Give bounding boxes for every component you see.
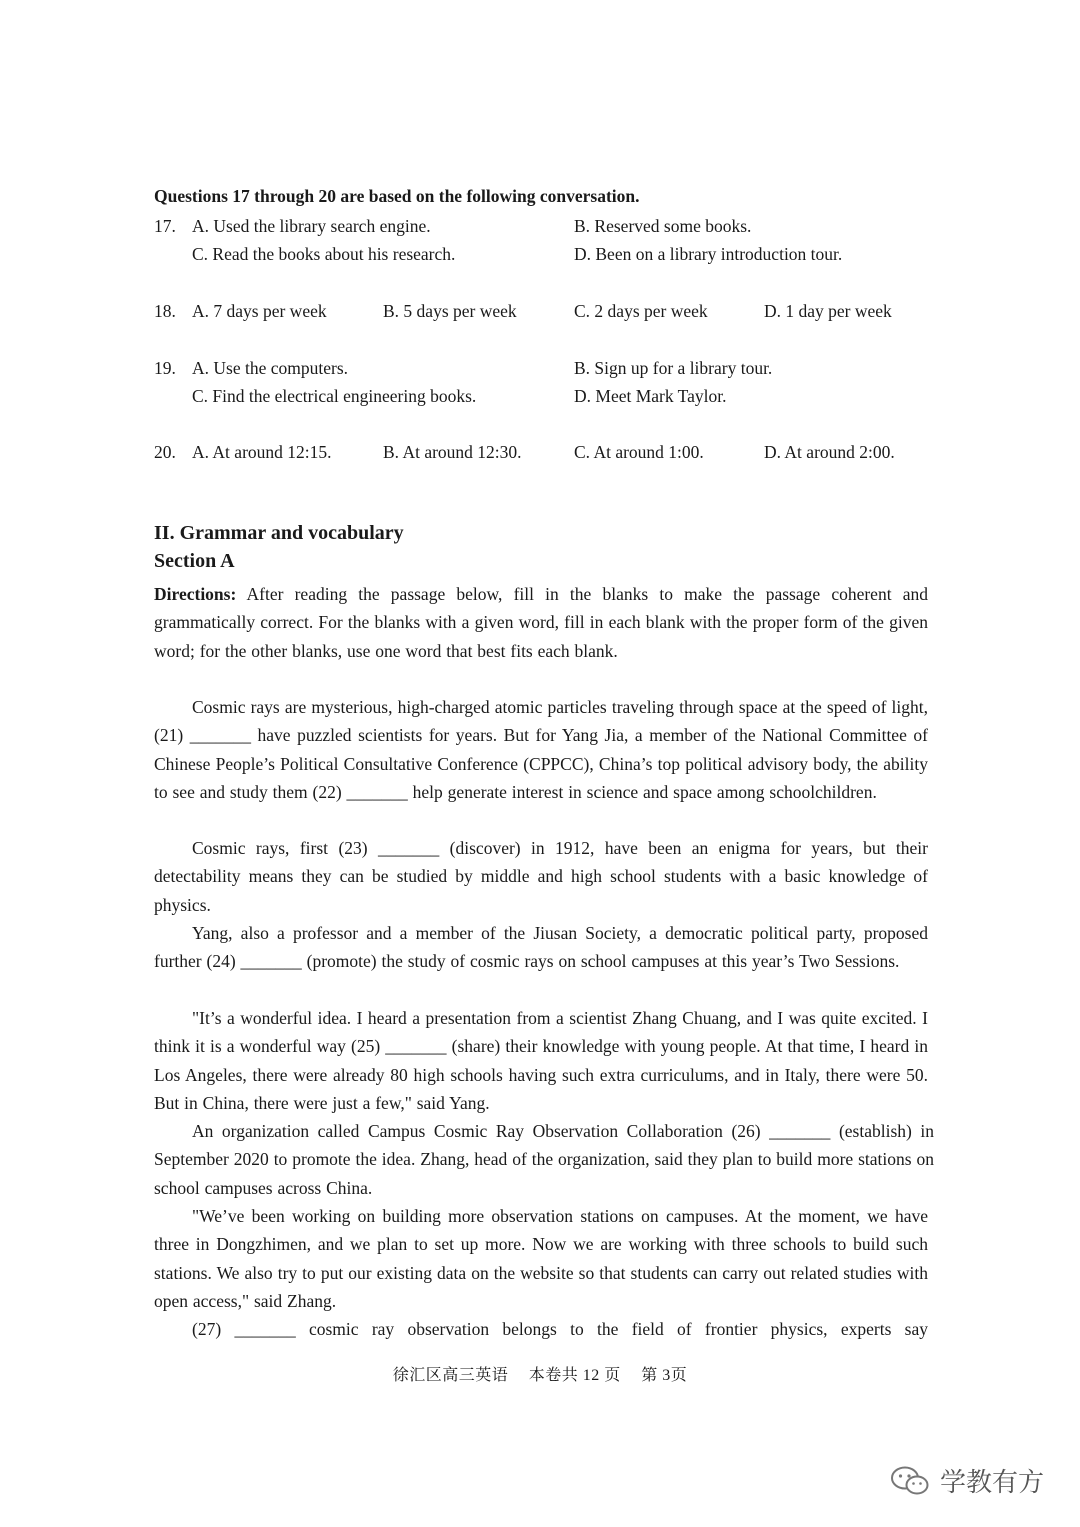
option-c: C. 2 days per week (574, 301, 708, 321)
section-title: Section A (154, 550, 235, 572)
page-footer (0, 1362, 1080, 1385)
option-b: B. Reserved some books. (574, 216, 752, 236)
option-c: C. Find the electrical engineering books. (192, 386, 477, 406)
option-c: C. At around 1:00. (574, 442, 704, 462)
watermark (890, 1462, 1044, 1499)
footer-school: 徐汇区高三英语 (392, 1367, 509, 1384)
option-a: A. Used the library search engine. (192, 216, 431, 236)
watermark-text: 学教有方 (939, 1468, 1044, 1498)
passage-paragraph: (27) _______ cosmic ray observation belongs to the field of frontier physics, experts say (192, 1319, 928, 1339)
passage-paragraph: An organization called Campus Cosmic Ray Observation Collaboration (26) _______ (establish) in September 2020 to promote the idea. Zhang, head of the organization, said they plan to build more stations on school campuses across China. (154, 1121, 934, 1198)
passage-paragraph: "It’s a wonderful idea. I heard a presentation from a scientist Zhang Chuang, and I was quite excited. I think it is a wonderful way (25) _______ (share) their knowledge with young people. At that time, I heard in Los Angeles, there were already 80 high schools having such extra curriculums, and in Italy, there were 50. But in China, there were just a few," said Yang. (154, 1008, 928, 1113)
option-c: C. Read the books about his research. (192, 244, 456, 264)
option-b: B. At around 12:30. (383, 442, 522, 462)
question-number: 20. (154, 442, 176, 462)
wechat-icon (890, 1465, 930, 1497)
directions-text: After reading the passage below, fill in the blanks to make the passage coherent and grammatically correct. For the blanks with a given word, fill in each blank with the proper form of the given word; for the other blanks, use one word that best fits each blank. (154, 584, 928, 661)
question-number: 17. (154, 216, 176, 236)
question-number: 18. (154, 301, 176, 321)
option-a: A. At around 12:15. (192, 442, 332, 462)
option-d: D. At around 2:00. (764, 442, 895, 462)
option-a: A. 7 days per week (192, 301, 327, 321)
footer-page: 第 3页 (641, 1367, 688, 1384)
directions-label: Directions: (154, 584, 237, 604)
option-b: B. Sign up for a library tour. (574, 358, 773, 378)
option-d: D. Been on a library introduction tour. (574, 244, 843, 264)
part-title: II. Grammar and vocabulary (154, 522, 404, 544)
option-d: D. Meet Mark Taylor. (574, 386, 727, 406)
option-d: D. 1 day per week (764, 301, 892, 321)
footer-total: 本卷共 12 页 (528, 1367, 621, 1384)
passage-paragraph: Cosmic rays are mysterious, high-charged atomic particles traveling through space at the speed of light, (21) _______ have puzzled scientists for years. But for Yang Jia, a member of the National Committee of Chinese People’s Political Consultative Conference (CPPCC), China’s top political advisory body, the ability to see and study them (22) _______ help generate interest in science and space among schoolchildren. (154, 697, 928, 802)
directions (154, 580, 928, 665)
question-number: 19. (154, 358, 176, 378)
passage-paragraph: Cosmic rays, first (23) _______ (discover) in 1912, have been an enigma for years, but their detectability means they can be studied by middle and high school students with a basic knowledge of physics. (154, 838, 928, 915)
option-a: A. Use the computers. (192, 358, 349, 378)
passage-paragraph: Yang, also a professor and a member of the Jiusan Society, a democratic political party, proposed further (24) _______ (promote) the study of cosmic rays on school campuses at this year’s Two Sessions. (154, 923, 928, 972)
passage-paragraph: "We’ve been working on building more observation stations on campuses. At the moment, we have three in Dongzhimen, and we plan to set up more. Now we are working with three schools to build such stations. We also try to put our existing data on the website so that students can carry out related studies with open access," said Zhang. (154, 1206, 928, 1311)
option-b: B. 5 days per week (383, 301, 517, 321)
listening-heading: Questions 17 through 20 are based on the following conversation. (154, 186, 640, 206)
